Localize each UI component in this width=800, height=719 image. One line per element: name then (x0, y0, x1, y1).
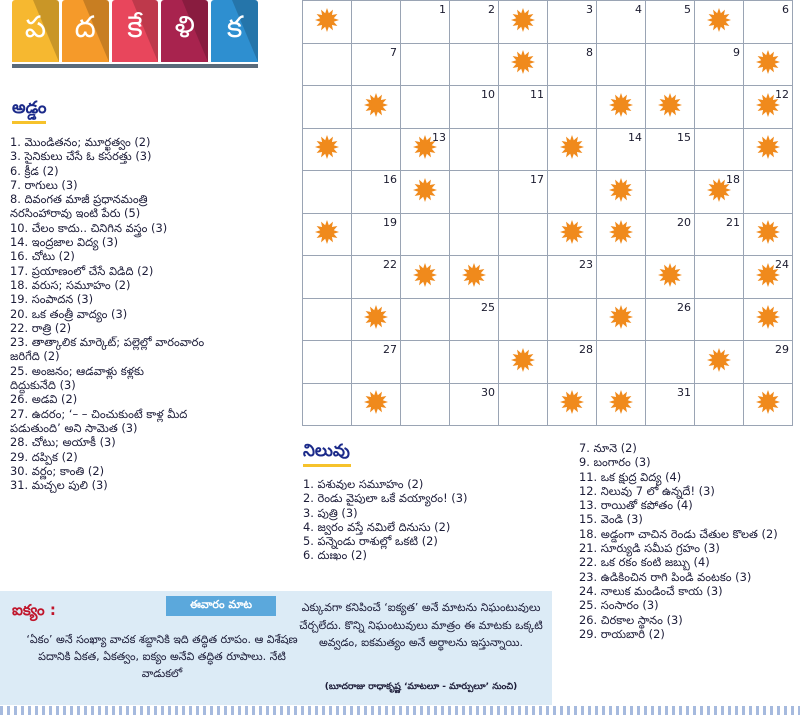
blocked-cell (597, 298, 646, 341)
grid-cell[interactable] (303, 43, 352, 86)
blocked-cell (499, 43, 548, 86)
clue-item: 23. తాత్కాలిక మార్కెట్; పల్లెల్లో వారంవారం (10, 335, 205, 350)
grid-cell[interactable] (450, 341, 499, 384)
star-icon (314, 219, 340, 249)
down-clue-list-right (579, 441, 778, 641)
star-icon (755, 304, 781, 334)
clue-item: 18. వరుస; సమూహం (2) (10, 277, 131, 292)
grid-cell[interactable] (352, 213, 401, 256)
grid-cell[interactable] (548, 298, 597, 341)
star-icon (510, 347, 536, 377)
word-of-week-text-right: ఎక్కువగా కనిపించే ‘ఐక్యత’ అనే మాటను నిఘంటువులు చేర్చలేదు. కొన్ని నిఘంటువులు మాత్రం ఈ మాటకు ఒక్కటి అవ్వడం, ఐకమత్యం అనే అర్థాలను ఇస్తున్నాయి. (299, 601, 543, 649)
blocked-cell (499, 341, 548, 384)
star-icon (755, 49, 781, 79)
grid-cell[interactable] (303, 298, 352, 341)
star-icon (461, 262, 487, 292)
star-icon (608, 304, 634, 334)
grid-row (303, 341, 793, 384)
blocked-cell (695, 171, 744, 214)
blocked-cell (695, 1, 744, 44)
grid-row (303, 298, 793, 341)
clue-item: 29. రాయబారి (2) (579, 626, 665, 641)
cell-number: 22 (383, 258, 397, 271)
grid-cell[interactable] (450, 171, 499, 214)
blocked-cell (646, 256, 695, 299)
grid-row (303, 128, 793, 171)
word-of-week-title: ఐక్యం : (12, 601, 56, 619)
grid-cell[interactable] (499, 128, 548, 171)
star-icon (412, 177, 438, 207)
cell-number: 1 (439, 3, 446, 16)
title-tile: ళి (161, 0, 208, 62)
star-icon (559, 219, 585, 249)
grid-cell[interactable] (646, 1, 695, 44)
star-icon (510, 7, 536, 37)
blocked-cell (597, 213, 646, 256)
cell-number: 12 (775, 88, 789, 101)
blocked-cell (499, 1, 548, 44)
grid-cell[interactable] (548, 1, 597, 44)
clue-item: 3. సైనికులు చేసే ఓ కసరత్తు (3) (10, 149, 152, 164)
grid-cell[interactable] (646, 298, 695, 341)
cell-number: 11 (530, 88, 544, 101)
clue-item: 6. క్రీడ (2) (10, 163, 59, 178)
across-heading: అడ్డం (12, 98, 47, 118)
grid-cell[interactable] (450, 383, 499, 426)
grid-cell[interactable] (744, 341, 793, 384)
grid-cell[interactable] (499, 213, 548, 256)
grid-cell[interactable] (499, 298, 548, 341)
cell-number: 24 (775, 258, 789, 271)
grid-cell[interactable] (499, 256, 548, 299)
grid-cell[interactable] (401, 213, 450, 256)
clue-item: 1. పశువుల సమూహం (2) (303, 477, 424, 491)
grid-cell[interactable] (548, 171, 597, 214)
cell-number: 30 (481, 385, 495, 399)
grid-cell[interactable] (695, 86, 744, 129)
blocked-cell (352, 383, 401, 426)
grid-cell[interactable] (352, 341, 401, 384)
decorative-border (0, 706, 800, 715)
grid-cell[interactable] (303, 383, 352, 426)
grid-cell[interactable] (646, 171, 695, 214)
cell-number: 2 (488, 3, 495, 16)
cell-number: 21 (726, 215, 740, 229)
blocked-cell (450, 256, 499, 299)
cell-number: 19 (383, 215, 397, 229)
cell-number: 17 (530, 173, 544, 186)
grid-cell[interactable] (303, 256, 352, 299)
grid-cell[interactable] (597, 256, 646, 299)
clue-item: 19. సంపాదన (3) (10, 292, 94, 307)
grid-cell[interactable] (646, 213, 695, 256)
grid-cell[interactable] (450, 43, 499, 86)
grid-cell[interactable] (352, 128, 401, 171)
clue-item: 4. జ్వరం వస్తే నమిలే దినుసు (2) (303, 519, 451, 534)
clue-item: 14. ఇంద్రజాల విద్య (3) (10, 235, 119, 250)
grid-cell[interactable] (597, 341, 646, 384)
blocked-cell (744, 213, 793, 256)
star-icon (706, 7, 732, 37)
cell-number: 18 (726, 173, 740, 186)
word-of-week-source: (బూదరాజు రాధాకృష్ణ ‘మాటలూ - మార్పులూ’ నుంచి) (324, 682, 518, 692)
blocked-cell (303, 213, 352, 256)
grid-row (303, 1, 793, 44)
star-icon (412, 262, 438, 292)
grid-cell[interactable] (450, 128, 499, 171)
grid-row (303, 43, 793, 86)
star-icon (755, 262, 781, 292)
clue-item: 25. సంసారం (3) (579, 598, 659, 613)
clue-item: 15. వెండి (3) (579, 512, 643, 527)
clue-item: 31. మచ్చల పులి (3) (10, 478, 108, 493)
blocked-cell (303, 1, 352, 44)
star-icon (706, 347, 732, 377)
crossword-grid (302, 0, 793, 426)
clue-item: దిద్దుకునేది (3) (10, 378, 76, 393)
cell-number: 29 (775, 343, 789, 356)
grid-cell[interactable] (695, 383, 744, 426)
clue-item: 3. పుత్రి (3) (303, 505, 358, 520)
grid-row (303, 171, 793, 214)
clue-item: 10. చేలం కాదు.. చినిగిన వస్త్రం (3) (10, 220, 168, 235)
title-tile: క (211, 0, 258, 62)
across-underline (12, 121, 46, 124)
blocked-cell (744, 383, 793, 426)
grid-cell[interactable] (646, 43, 695, 86)
clue-item: 9. బంగారం (3) (579, 455, 651, 470)
title-tile: ప (12, 0, 59, 62)
blocked-cell (548, 383, 597, 426)
grid-cell[interactable] (401, 43, 450, 86)
cell-number: 23 (579, 258, 593, 271)
grid-cell[interactable] (303, 86, 352, 129)
blocked-cell (352, 86, 401, 129)
blocked-cell (695, 341, 744, 384)
blocked-cell (303, 128, 352, 171)
cell-number: 14 (628, 130, 642, 144)
clue-item: 5. పన్నెండు రాశుల్లో ఒకటి (2) (303, 534, 438, 549)
clue-item: 30. వర్ణం; కాంతి (2) (10, 463, 105, 478)
cell-number: 26 (677, 300, 691, 314)
grid-cell[interactable] (450, 86, 499, 129)
grid-cell[interactable] (695, 256, 744, 299)
star-icon (363, 304, 389, 334)
across-clue-list (10, 135, 204, 492)
blocked-cell (548, 128, 597, 171)
cell-number: 9 (733, 45, 740, 59)
grid-row (303, 256, 793, 299)
clue-item: 13. రాయితో కపోతం (4) (579, 498, 693, 513)
blocked-cell (646, 86, 695, 129)
star-icon (657, 92, 683, 122)
grid-cell[interactable] (303, 341, 352, 384)
cell-number: 16 (383, 173, 397, 186)
clue-item: 29. దప్పిక (2) (10, 449, 78, 464)
clue-item: 21. సూర్యుడి సమీప గ్రహం (3) (579, 541, 720, 556)
cell-number: 5 (684, 3, 691, 16)
cell-number: 6 (782, 3, 789, 16)
blocked-cell (744, 256, 793, 299)
grid-cell[interactable] (401, 298, 450, 341)
down-clue-list-left (303, 477, 467, 563)
grid-cell[interactable] (352, 256, 401, 299)
grid-cell[interactable] (646, 383, 695, 426)
cell-number: 10 (481, 88, 495, 101)
grid-cell[interactable] (401, 1, 450, 44)
clue-item: 12. నిలువు 7 లో ఉన్నదే! (3) (579, 483, 715, 498)
grid-cell[interactable] (303, 171, 352, 214)
blocked-cell (401, 256, 450, 299)
title-tile: ద (62, 0, 109, 62)
star-icon (608, 92, 634, 122)
blocked-cell (548, 213, 597, 256)
clue-item: 11. ఒక క్షుద్ర విద్య (4) (579, 469, 682, 484)
clue-item: 18. అడ్డంగా చాచిన రెండు చేతుల కొలత (2) (579, 526, 778, 541)
cell-number: 8 (586, 45, 593, 59)
clue-item: 6. దుఃఖం (2) (303, 548, 367, 563)
blocked-cell (352, 298, 401, 341)
star-icon (657, 262, 683, 292)
star-icon (412, 134, 438, 164)
grid-row (303, 86, 793, 129)
grid-cell[interactable] (646, 341, 695, 384)
grid-row (303, 383, 793, 426)
grid-cell[interactable] (597, 43, 646, 86)
grid-cell[interactable] (499, 86, 548, 129)
star-icon (559, 134, 585, 164)
star-icon (314, 134, 340, 164)
grid-cell[interactable] (499, 171, 548, 214)
clue-item: 24. నాలుక మండించే కాయ (3) (579, 583, 723, 598)
clue-item: 26. చిరకాల స్థానం (3) (579, 612, 683, 627)
clue-item: 20. ఒక తంత్రీ వాద్యం (3) (10, 306, 128, 321)
grid-cell[interactable] (499, 383, 548, 426)
grid-cell[interactable] (548, 86, 597, 129)
star-icon (608, 219, 634, 249)
star-icon (608, 389, 634, 419)
star-icon (755, 219, 781, 249)
blocked-cell (597, 383, 646, 426)
star-icon (363, 389, 389, 419)
down-heading: నిలువు (303, 441, 350, 461)
blocked-cell (744, 128, 793, 171)
grid-cell[interactable] (450, 213, 499, 256)
clue-item: 2. రెండు వైపులా ఒకే వయ్యారం! (3) (303, 491, 468, 506)
title-tile: కే (112, 0, 159, 62)
star-icon (755, 134, 781, 164)
clue-item: 22. రాత్రి (2) (10, 320, 72, 335)
clue-item: 17. ప్రయాణంలో చేసే విడిది (2) (10, 263, 154, 278)
cell-number: 27 (383, 343, 397, 356)
blocked-cell (401, 171, 450, 214)
clue-item: 16. చోటు (2) (10, 249, 75, 264)
cell-number: 15 (677, 130, 691, 144)
grid-cell[interactable] (450, 298, 499, 341)
star-icon (608, 177, 634, 207)
clue-item: 26. అడవి (2) (10, 392, 78, 407)
grid-cell[interactable] (401, 86, 450, 129)
clue-item: 23. ఉడికించిన రాగి పిండి వంటకం (3) (579, 569, 752, 584)
down-underline (303, 464, 351, 467)
cell-number: 28 (579, 343, 593, 356)
word-of-week-text-left: ‘ఏకం’ అనే సంఖ్యా వాచక శబ్దానికి ఇది తద్ధిత రూపం. ఆ విశేషణ పదానికి ఏకత, ఏకత్వం, ఐక్యం అనేవి తద్ధిత రూపాలు. నేటి వాడుకలో (26, 633, 298, 680)
cell-number: 25 (481, 300, 495, 314)
star-icon (510, 49, 536, 79)
grid-cell[interactable] (695, 213, 744, 256)
clue-item: 1. మొండితనం; మూర్ఖత్వం (2) (10, 135, 151, 149)
header-divider (12, 64, 258, 68)
blocked-cell (597, 171, 646, 214)
clue-item: 22. ఒక రకం కంటి జబ్బు (4) (579, 555, 710, 570)
blocked-cell (744, 86, 793, 129)
grid-cell[interactable] (695, 43, 744, 86)
grid-cell[interactable] (450, 1, 499, 44)
cell-number: 13 (432, 130, 446, 144)
grid-cell[interactable] (352, 1, 401, 44)
grid-cell[interactable] (597, 128, 646, 171)
clue-item: 7. రాగులు (3) (10, 177, 78, 192)
grid-cell[interactable] (695, 298, 744, 341)
grid-cell[interactable] (352, 43, 401, 86)
star-icon (706, 177, 732, 207)
blocked-cell (597, 86, 646, 129)
grid-cell[interactable] (352, 171, 401, 214)
grid-cell[interactable] (401, 341, 450, 384)
grid-cell[interactable] (548, 256, 597, 299)
cell-number: 20 (677, 215, 691, 229)
grid-cell[interactable] (597, 1, 646, 44)
clue-item: నరసింహారావు ఇంటి పేరు (5) (10, 206, 141, 221)
grid-row (303, 213, 793, 256)
clue-item: 25. అంజనం; ఆడవాళ్లు కళ్లకు (10, 363, 144, 378)
grid-cell[interactable] (744, 171, 793, 214)
cell-number: 4 (635, 3, 642, 16)
blocked-cell (401, 128, 450, 171)
star-icon (559, 389, 585, 419)
clue-item: 8. దివంగత మాజీ ప్రధానమంత్రి (10, 192, 148, 207)
cell-number: 7 (390, 45, 397, 59)
blocked-cell (744, 43, 793, 86)
clue-item: 28. చోటు; అయాకీ (3) (10, 435, 116, 450)
star-icon (755, 92, 781, 122)
star-icon (755, 389, 781, 419)
cell-number: 3 (586, 3, 593, 16)
grid-cell[interactable] (744, 1, 793, 44)
puzzle-title-banner (12, 0, 258, 62)
star-icon (363, 92, 389, 122)
grid-cell[interactable] (646, 128, 695, 171)
cell-number: 31 (677, 385, 691, 399)
clue-item: 7. నూనె (2) (579, 441, 637, 455)
blocked-cell (744, 298, 793, 341)
grid-cell[interactable] (401, 383, 450, 426)
star-icon (314, 7, 340, 37)
grid-cell[interactable] (548, 43, 597, 86)
clue-item: జరిగేది (2) (10, 349, 60, 364)
grid-cell[interactable] (548, 341, 597, 384)
clue-item: పడుతుంది’ అని సామెత (3) (10, 420, 138, 435)
clue-item: 27. ఉదరం; ‘– – చించుకుంటే కాళ్ల మీద (10, 406, 188, 421)
word-of-week-badge: ఈవారం మాట (166, 596, 276, 616)
grid-cell[interactable] (695, 128, 744, 171)
